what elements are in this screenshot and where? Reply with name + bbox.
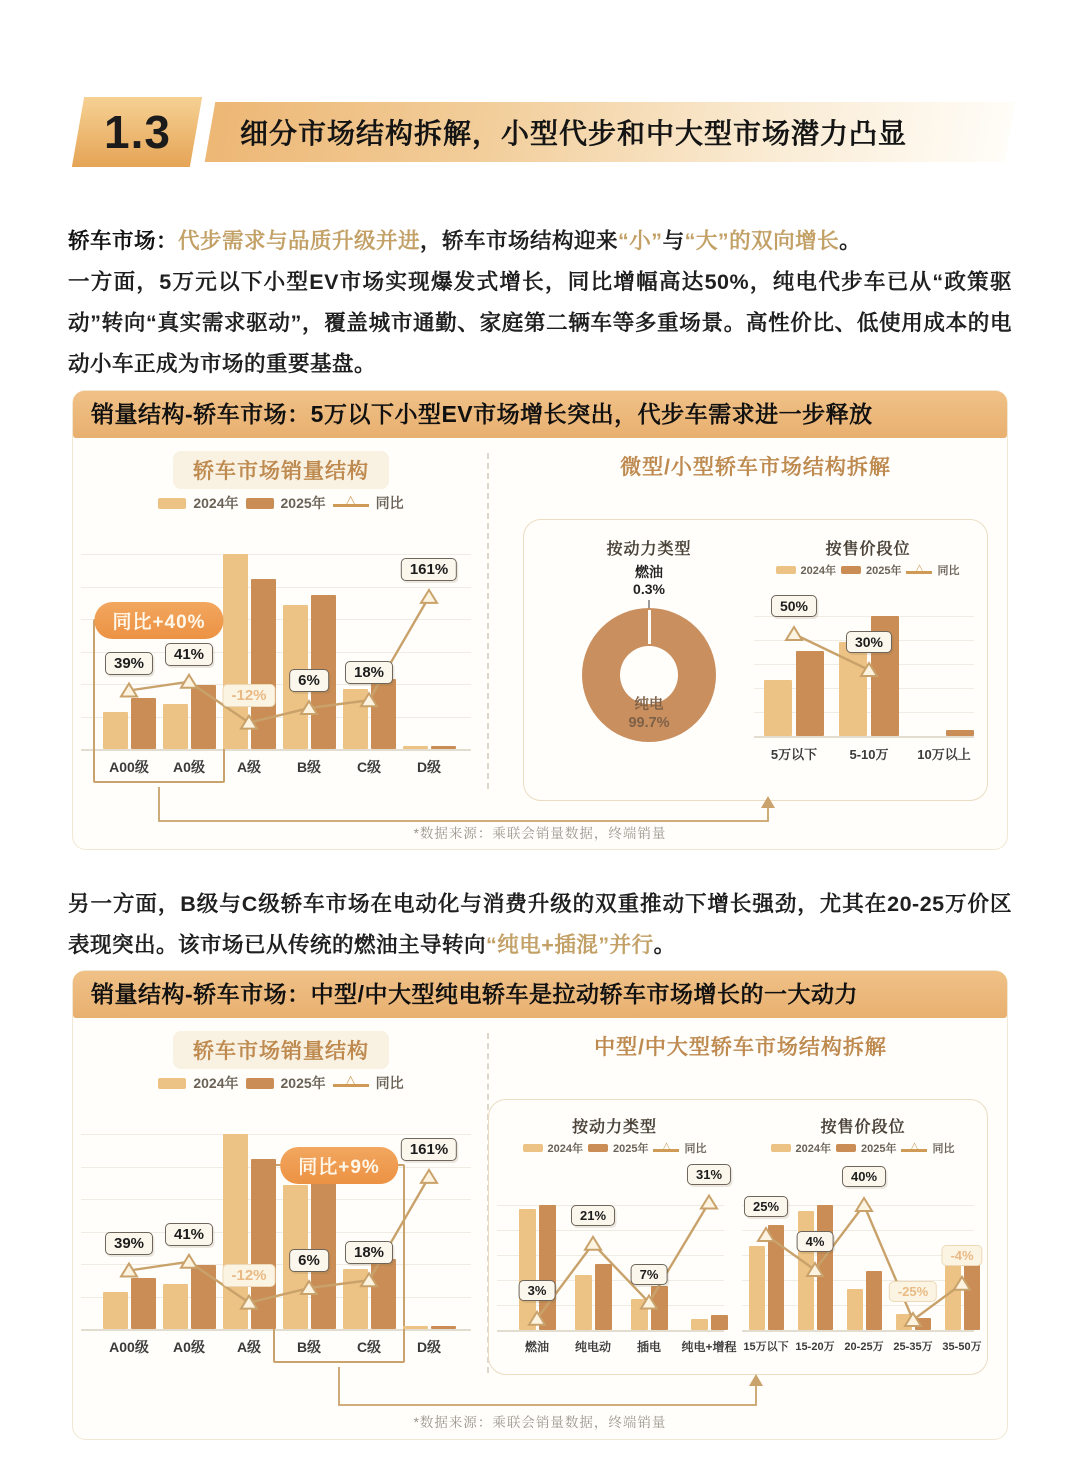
legend-yoy-marker-icon: △ [901,1141,927,1155]
bar-2024 [847,1289,863,1330]
category-label: 插电 [636,1340,662,1354]
category-label: A0级 [173,1339,205,1355]
legend-yoy-marker-icon: △ [653,1141,679,1155]
section-title: 细分市场结构拆解，小型代步和中大型市场潜力凸显 [240,118,908,149]
donut-ev-name: 纯电 [634,697,664,713]
source-note: *数据来源：乘联会销量数据，终端销量 [413,1415,667,1430]
bar-2024 [691,1319,708,1330]
panel1-price-legend [749,562,986,578]
legend-label-yoy: 同比 [375,495,404,511]
sedan-structure-chart-p1 [81,519,481,823]
yoy-value-label: 21% [571,1205,615,1226]
donut-ev-pct: 99.7% [628,715,670,731]
yoy-value-label: 25% [744,1196,788,1217]
bar-2025 [651,1286,668,1330]
panel1-right-title: 微型/小型轿车市场结构拆解 [620,456,891,479]
axis-baseline [497,1330,724,1332]
yoy-value-label: 30% [846,631,892,653]
legend-swatch-2025 [841,566,861,574]
yoy-value-label: 4% [797,1231,834,1252]
intro-gold-1: 代步需求与品质升级并进 [178,229,421,253]
legend-swatch-2024 [158,498,186,509]
panel2-breakdown-box [488,1099,988,1375]
panel2-left-legend [81,1073,481,1093]
price-band-title-row [744,1114,982,1137]
donut-chart-power-type [569,564,729,774]
category-label: 燃油 [524,1340,550,1354]
intro-black-3: 。 [839,229,862,253]
legend-swatch-2025 [246,1078,274,1089]
bar-2024 [798,1211,814,1330]
yoy-value-label: 161% [401,558,457,581]
panel2-left-title: 轿车市场销量结构 [173,1031,389,1069]
intro-gold-2: “小” [618,229,663,253]
intro-black-1: ，轿车市场结构迎来 [420,229,619,253]
gridline [81,587,471,588]
category-label: B级 [296,1339,322,1355]
power-type-title-row [497,1114,732,1137]
yoy-value-label: 41% [165,1223,213,1246]
power-type-title: 按动力类型 [606,541,692,558]
legend-swatch-2025 [246,498,274,509]
category-label: 15万以下 [743,1341,789,1353]
bar-2024 [764,680,792,736]
bar-2025 [866,1271,882,1330]
mid-black-2: 。 [653,933,676,957]
intro-lead: 轿车市场： [68,229,179,253]
intro-gold-3: “大” [684,229,730,253]
gridline [81,1134,471,1135]
legend-label-yoy: 同比 [684,1143,707,1155]
panel1-left-legend [81,493,481,513]
yoy-value-label: 31% [687,1164,731,1185]
category-label: 纯电动 [574,1340,612,1354]
price-band-title: 按售价段位 [825,541,911,558]
yoy-value-label: 18% [345,661,393,684]
bar-2024 [343,1269,368,1329]
category-label: B级 [296,759,322,775]
legend-swatch-2024 [158,1078,186,1089]
panel2-right-title-row [493,1031,988,1061]
bar-2024 [403,1326,428,1329]
category-label: 5万以下 [770,747,818,762]
legend-label-2025: 2025年 [280,1075,326,1091]
axis-baseline [742,1330,974,1332]
yoy-value-label: 40% [842,1166,886,1187]
category-label: A级 [236,759,262,775]
intro-gold-4: 的双向增长 [729,229,840,253]
panel2-power-legend [493,1140,736,1156]
legend-yoy-marker-icon: △ [333,496,369,510]
sedan-structure-chart-p2 [81,1099,481,1403]
donut-fuel-sliver [648,610,651,644]
legend-label-2024: 2024年 [800,565,836,577]
category-label: 20-25万 [844,1341,884,1353]
vertical-dashed-divider [487,453,489,789]
panel-small-ev [72,390,1008,850]
panel2-right-title: 中型/中大型轿车市场结构拆解 [594,1036,887,1059]
legend-yoy-marker-icon: △ [333,1076,369,1090]
legend-swatch-2024 [771,1144,791,1152]
bar-2025 [431,746,456,749]
bar-2025 [796,651,824,736]
yoy-value-label: 7% [631,1264,668,1285]
yoy-value-label: -12% [222,1264,275,1287]
bar-2024 [103,712,128,749]
bar-2024 [896,1314,912,1330]
mid-black-1: 另一方面，B级与C级轿车市场在电动化与消费升级的双重推动下增长强劲，尤其在20-25万价区表现突出。该市场已从传统的燃油主导转向 [68,892,1012,957]
bar-2024 [631,1299,648,1330]
bar-2025 [251,1159,276,1329]
bar-2025 [915,1318,931,1331]
legend-label-2025: 2025年 [613,1143,649,1155]
mid-price-band-chart [742,1160,984,1368]
panel1-right-title-row [523,451,988,481]
middle-paragraph [68,884,1012,966]
yoy-value-label: 161% [401,1138,457,1161]
panel-mid-large-ev [72,970,1008,1440]
section-number: 1.3 [103,106,171,158]
bar-2025 [251,579,276,749]
section-number-badge [72,97,202,167]
category-label: C级 [356,1339,382,1355]
category-label: 5-10万 [849,747,889,762]
bar-2025 [131,698,156,749]
bar-2024 [519,1209,536,1330]
legend-label-yoy: 同比 [932,1143,955,1155]
mid-power-type-chart [497,1160,737,1368]
category-label: D级 [416,759,442,775]
bar-2024 [945,1258,961,1331]
yoy-value-label: -12% [222,684,275,707]
category-label: A00级 [109,759,149,775]
category-label: D级 [416,1339,442,1355]
bar-2025 [431,1326,456,1329]
bar-2025 [191,1265,216,1329]
bar-2024 [575,1275,592,1330]
intro-paragraph-2-text: 一方面，5万元以下小型EV市场实现爆发式增长，同比增幅高达50%，纯电代步车已从“政策驱动”转向“真实需求驱动”，覆盖城市通勤、家庭第二辆车等多重场景。高性价比、低使用成本的电动小车正成为市场的重要基盘。 [68,270,1012,376]
panel1-header: 销量结构-轿车市场：5万以下小型EV市场增长突出，代步车需求进一步释放 [73,391,1007,438]
panel2-price-legend [741,1140,984,1156]
legend-label-2025: 2025年 [280,495,326,511]
power-type-title-row [539,536,759,559]
donut-fuel-pct: 0.3% [633,581,665,597]
bar-2025 [595,1264,612,1330]
legend-label-2025: 2025年 [861,1143,897,1155]
category-label: 25-35万 [893,1341,933,1353]
price-band-title: 按售价段位 [820,1119,906,1136]
legend-swatch-2025 [588,1144,608,1152]
legend-label-2024: 2024年 [547,1143,583,1155]
yoy-callout: 同比+9% [280,1147,398,1184]
mid-gold-1: “纯电+插混”并行 [486,933,654,957]
bar-2025 [371,1259,396,1329]
bar-2024 [223,1134,248,1329]
bar-2024 [163,704,188,749]
donut-label-fuel [569,564,729,598]
bar-2024 [403,746,428,749]
legend-label-2024: 2024年 [193,495,239,511]
bar-2024 [749,1246,765,1330]
bar-2024 [839,642,867,736]
bar-2025 [371,679,396,749]
category-label: 15-20万 [795,1341,835,1353]
legend-label-2024: 2024年 [193,1075,239,1091]
yoy-value-label: 3% [519,1280,556,1301]
category-label: 10万以上 [917,747,971,762]
bar-2025 [539,1205,556,1330]
bar-2025 [711,1315,728,1330]
yoy-value-label: 39% [105,1232,153,1255]
panel1-left-title-row [81,451,481,489]
legend-label-yoy: 同比 [937,565,960,577]
yoy-value-label: 50% [771,595,817,617]
panel2-header: 销量结构-轿车市场：中型/中大型纯电轿车是拉动轿车市场增长的一大动力 [73,971,1007,1018]
category-label: 纯电+增程 [681,1340,737,1354]
bar-2024 [343,689,368,749]
section-title-banner [205,102,1016,162]
yoy-callout: 同比+40% [94,602,223,639]
bar-2025 [131,1278,156,1329]
yoy-value-label: 18% [345,1241,393,1264]
yoy-value-label: 41% [165,643,213,666]
bar-2024 [103,1292,128,1329]
donut-label-ev [569,696,729,732]
power-type-title: 按动力类型 [571,1119,657,1136]
yoy-value-label: 6% [289,1249,329,1272]
bar-2025 [191,685,216,749]
price-band-title-row [752,536,984,559]
legend-label-2025: 2025年 [866,565,902,577]
intro-line-1 [68,221,1012,262]
yoy-value-label: -4% [941,1245,982,1266]
yoy-value-label: -25% [889,1281,937,1302]
intro-paragraph-2 [68,262,1012,385]
bar-2024 [163,1284,188,1329]
category-label: C级 [356,759,382,775]
category-label: A级 [236,1339,262,1355]
gridline [81,554,471,555]
legend-swatch-2025 [836,1144,856,1152]
legend-swatch-2024 [523,1144,543,1152]
category-label: 35-50万 [942,1341,982,1353]
source-note: *数据来源：乘联会销量数据，终端销量 [413,826,667,841]
bar-2025 [964,1261,980,1330]
bar-2025 [946,730,974,736]
bar-2025 [768,1225,784,1330]
donut-fuel-name: 燃油 [635,564,663,580]
yoy-value-label: 6% [289,669,329,692]
legend-yoy-marker-icon: △ [906,563,932,577]
category-label: A0级 [173,759,205,775]
intro-black-2: 与 [662,229,685,253]
category-label: A00级 [109,1339,149,1355]
legend-swatch-2024 [776,566,796,574]
bar-2025 [817,1205,833,1330]
bar-2024 [223,554,248,749]
panel1-breakdown-box [523,519,988,801]
mini-price-band-chart [754,586,984,786]
legend-label-2024: 2024年 [795,1143,831,1155]
yoy-value-label: 39% [105,652,153,675]
panel1-left-title: 轿车市场销量结构 [173,451,389,489]
axis-baseline [754,736,974,738]
legend-label-yoy: 同比 [375,1075,404,1091]
panel2-left-title-row [81,1031,481,1069]
